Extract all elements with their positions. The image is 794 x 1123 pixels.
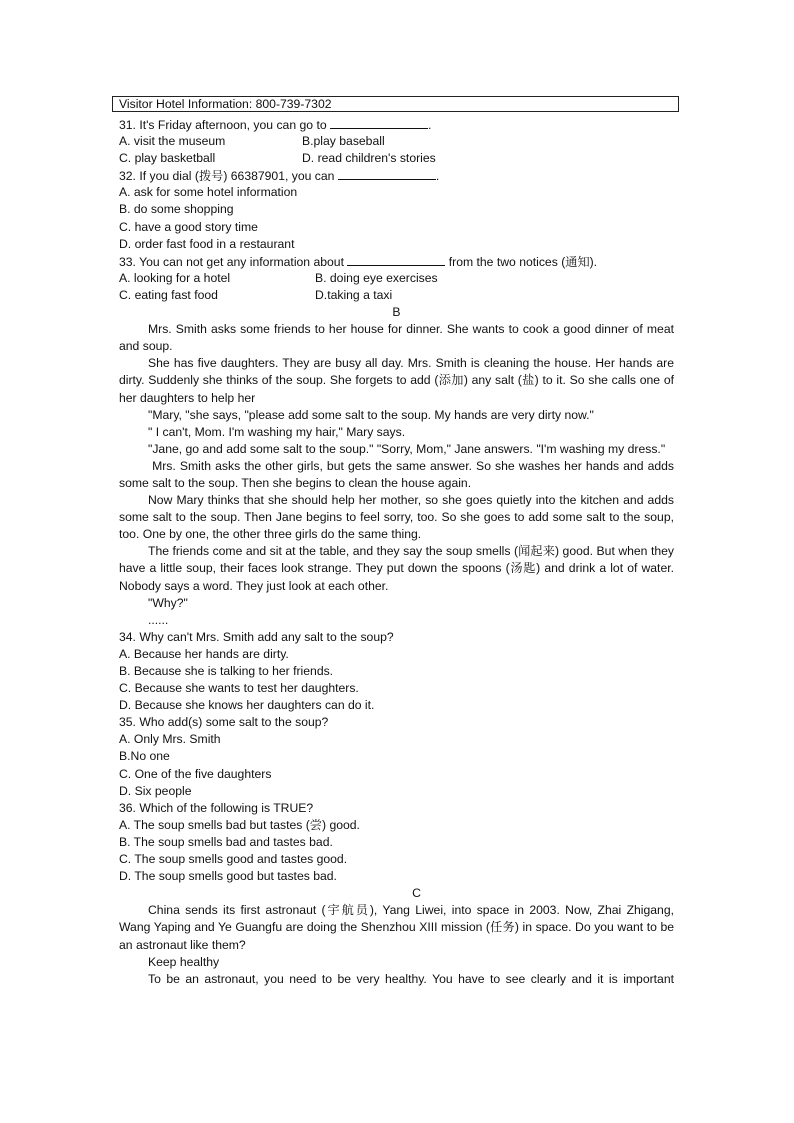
- option-d: D. The soup smells good but tastes bad.: [119, 869, 337, 884]
- option-a: A. Only Mrs. Smith: [119, 732, 221, 747]
- passage-c-paragraph-1: China sends its first astronaut (宇航员), Yang Liwei, into space in 2003. Now, Zhai Zhigang, Wang Yaping and Ye Guangfu are doing the Shenzhou XIII mission (任务) in space. Do you want to be an astronaut like them?: [119, 903, 674, 952]
- option-a: A. ask for some hotel information: [119, 185, 298, 200]
- option-d: D. read children's stories: [302, 151, 436, 166]
- question-31-options-row2: [119, 150, 674, 167]
- hotel-info-box: [112, 96, 679, 112]
- option-d: D. order fast food in a restaurant: [119, 236, 295, 251]
- option-a: A. Because her hands are dirty.: [119, 646, 289, 661]
- hotel-info-text: Visitor Hotel Information: 800-739-7302: [119, 97, 332, 111]
- option-c: C. Because she wants to test her daughters.: [119, 681, 359, 696]
- option-d: D. Six people: [119, 783, 192, 798]
- option-b: B. Because she is talking to her friends.: [119, 664, 334, 678]
- passage-b-paragraph-4: " I can't, Mom. I'm washing my hair," Mary says.: [148, 424, 406, 439]
- question-33-options-row1: [119, 270, 674, 287]
- option-c: C. One of the five daughters: [119, 766, 272, 781]
- passage-b-paragraph-1: Mrs. Smith asks some friends to her house for dinner. She wants to cook a good dinner of meat and soup.: [119, 322, 674, 354]
- section-c-heading: C: [412, 886, 421, 901]
- option-c: C. have a good story time: [119, 219, 258, 234]
- passage-b-paragraph-9: "Why?": [148, 595, 188, 610]
- option-c: C. eating fast food: [119, 287, 218, 302]
- question-33-stem: 33. You can not get any information about from the two notices (通知).: [119, 254, 598, 269]
- section-b-heading: B: [392, 305, 401, 320]
- passage-c-subheading: Keep healthy: [148, 954, 220, 969]
- option-b: B. do some shopping: [119, 202, 234, 217]
- passage-b-paragraph-6: Mrs. Smith asks the other girls, but gets the same answer. So she washes her hands and adds some salt to the soup. Then she begins to clean the house again.: [119, 458, 678, 490]
- option-b: B. The soup smells bad and tastes bad.: [119, 834, 333, 849]
- option-a: A. visit the museum: [119, 134, 226, 149]
- passage-c-paragraph-2: To be an astronaut, you need to be very healthy. You have to see clearly and it is important: [148, 971, 674, 986]
- question-31-options-row1: [119, 133, 674, 150]
- passage-b-paragraph-8: The friends come and sit at the table, and they say the soup smells (闻起来) good. But when they have a little soup, their faces look strange. They put down the spoons (汤匙) and drink a lot of water. Nobody says a word. They just look at each other.: [119, 544, 674, 593]
- answer-blank: [338, 167, 436, 180]
- passage-b-paragraph-2: She has five daughters. They are busy all day. Mrs. Smith is cleaning the house. Her hands are dirty. Suddenly she thinks of the soup. She forgets to add (添加) any salt (盐) to it. So she calls one of her daughters to help her: [119, 356, 674, 405]
- option-b: B. doing eye exercises: [315, 270, 438, 285]
- option-b: B.No one: [119, 749, 170, 764]
- answer-blank: [347, 253, 445, 266]
- option-a: A. looking for a hotel: [119, 270, 231, 285]
- passage-b-ellipsis: ......: [148, 612, 169, 627]
- question-31-stem: 31. It's Friday afternoon, you can go to .: [119, 118, 432, 132]
- question-33-options-row2: [119, 287, 674, 304]
- answer-blank: [330, 116, 428, 129]
- passage-b-paragraph-5: "Jane, go and add some salt to the soup." "Sorry, Mom," Jane answers. "I'm washing my dress.": [148, 441, 666, 456]
- question-34-stem: 34. Why can't Mrs. Smith add any salt to the soup?: [119, 629, 394, 644]
- document-page: [119, 116, 678, 988]
- option-c: C. The soup smells good and tastes good.: [119, 852, 348, 867]
- passage-b-paragraph-7: Now Mary thinks that she should help her mother, so she goes quietly into the kitchen and adds some salt to the soup. Then Jane begins to feel sorry, too. So she goes to add some salt to the soup, too. One by one, the other three girls do the same thing.: [119, 493, 674, 542]
- option-d: D.taking a taxi: [315, 287, 393, 302]
- option-d: D. Because she knows her daughters can do it.: [119, 698, 375, 713]
- question-35-stem: 35. Who add(s) some salt to the soup?: [119, 715, 329, 730]
- passage-b-paragraph-3: "Mary, "she says, "please add some salt to the soup. My hands are very dirty now.": [148, 407, 594, 422]
- option-a: A. The soup smells bad but tastes (尝) good.: [119, 817, 360, 832]
- question-36-stem: 36. Which of the following is TRUE?: [119, 800, 314, 815]
- option-b: B.play baseball: [302, 134, 385, 149]
- question-32-stem: 32. If you dial (拨号) 66387901, you can .: [119, 169, 440, 184]
- option-c: C. play basketball: [119, 151, 216, 166]
